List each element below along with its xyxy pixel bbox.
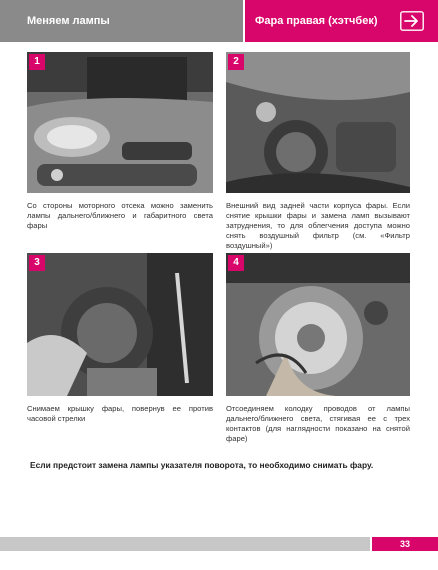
page-header	[0, 0, 438, 42]
step-1-caption: Со стороны моторного отсека можно заменить лампы дальнего/ближнего и габаритного света фары	[27, 201, 213, 230]
lamp-connector-image	[226, 253, 410, 396]
page-footer	[0, 537, 438, 551]
step-2-photo	[226, 52, 410, 193]
step-number: 3	[29, 255, 45, 271]
step-number: 1	[29, 54, 45, 70]
topic-title-bar	[245, 0, 438, 42]
step-3-caption: Снимаем крышку фары, повернув ее против часовой стрелки	[27, 404, 213, 423]
footer-bar	[0, 537, 370, 551]
arrow-right-icon	[400, 11, 424, 31]
step-1-photo	[27, 52, 213, 193]
topic-title: Фара правая (хэтчбек)	[255, 15, 378, 27]
headlight-cover-image	[27, 253, 213, 396]
step-number: 4	[228, 255, 244, 271]
turn-signal-note: Если предстоит замена лампы указателя поворота, то необходимо снимать фару.	[30, 460, 374, 470]
page-number: 33	[372, 537, 438, 551]
headlight-rear-image	[226, 52, 410, 193]
step-2-caption: Внешний вид задней части корпуса фары. Если снятие крышки фары и замена ламп вызывают затруднения, то для облегчения доступа можно снять воздушный фильтр (см. «Фильтр воздушный»)	[226, 201, 410, 250]
step-4-photo	[226, 253, 410, 396]
section-title-bar	[0, 0, 243, 42]
section-title: Меняем лампы	[27, 15, 110, 27]
car-front-image	[27, 52, 213, 193]
step-3-photo	[27, 253, 213, 396]
step-number: 2	[228, 54, 244, 70]
step-4-caption: Отсоединяем колодку проводов от лампы дальнего/ближнего света, стягивая ее с трех контактов (для наглядности показано на снятой фаре)	[226, 404, 410, 443]
